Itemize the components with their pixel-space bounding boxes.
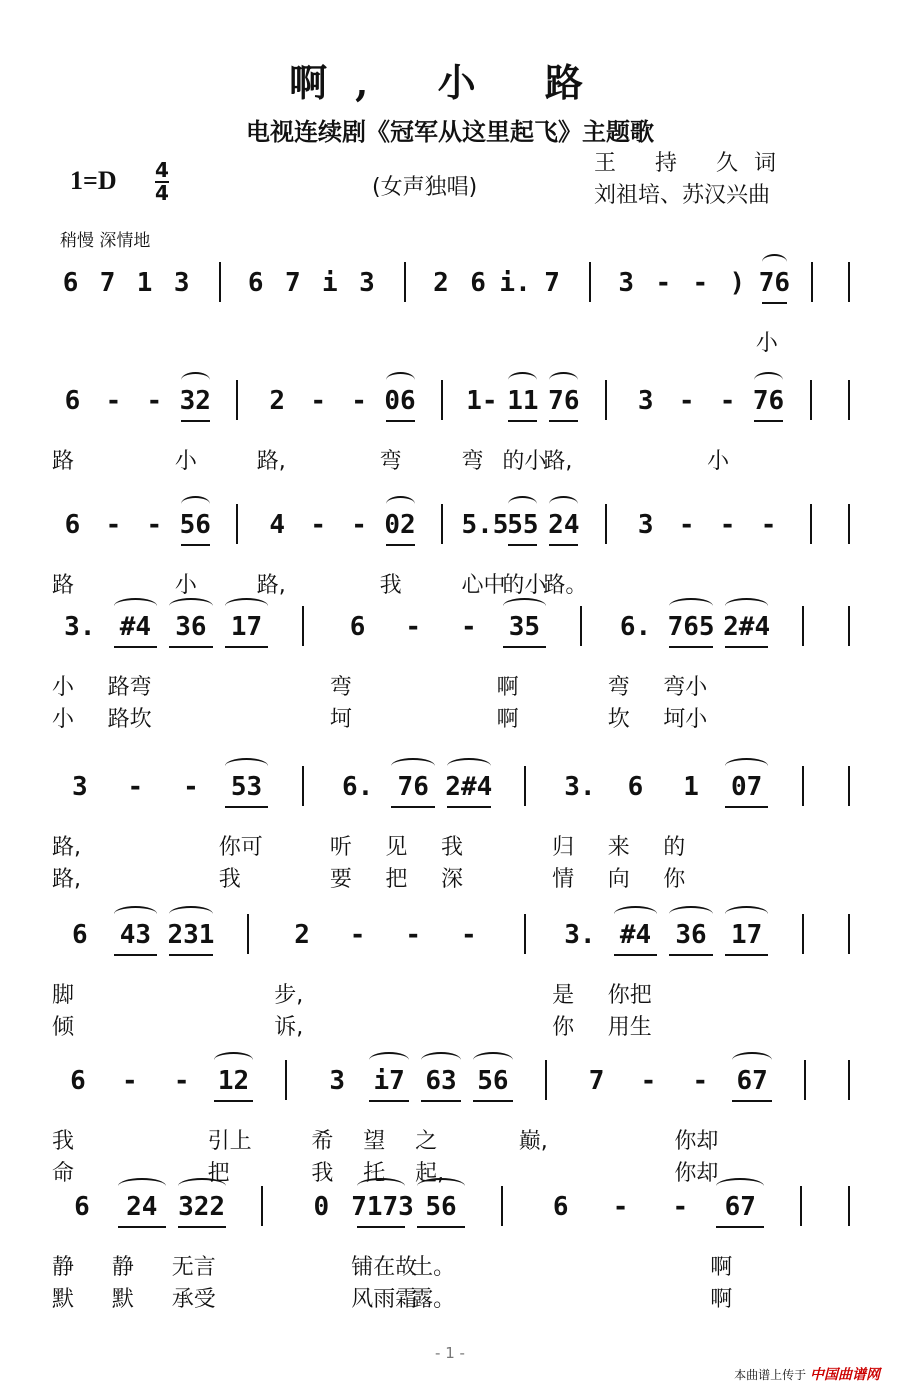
note: i7 — [373, 1066, 405, 1096]
composer: 刘祖培、苏汉兴曲 — [594, 183, 771, 208]
note: - — [719, 386, 736, 416]
note: - — [460, 920, 477, 950]
bar-line — [302, 766, 304, 806]
lyric: 无言 — [171, 1255, 216, 1280]
lyric: 你把 — [607, 983, 652, 1008]
lyric: 弯小 — [663, 675, 708, 700]
note: 3. — [564, 920, 596, 950]
lyric: 路弯 — [107, 675, 152, 700]
slur — [716, 1178, 764, 1194]
lyric: 之 — [415, 1129, 438, 1154]
slur — [181, 496, 210, 512]
bar-line — [302, 606, 304, 646]
note: 7173 — [351, 1192, 414, 1222]
lyric: 是 — [552, 983, 575, 1008]
note: 2 — [269, 386, 286, 416]
beam-underline — [725, 646, 769, 648]
lyric: 巅, — [518, 1129, 548, 1154]
note: - — [405, 612, 422, 642]
note: 56 — [425, 1192, 457, 1222]
lyric: 路, — [256, 449, 286, 474]
note: 2 — [433, 268, 449, 298]
slur — [225, 758, 269, 774]
upload-credit-text: 本曲谱上传于 — [734, 1368, 807, 1382]
note: 1- — [466, 386, 498, 416]
bar-line — [605, 504, 607, 544]
lyric: 希 — [311, 1129, 334, 1154]
beam-underline — [754, 420, 783, 422]
beam-underline — [114, 954, 158, 956]
lyric: 小 — [707, 449, 730, 474]
beam-underline — [417, 1226, 465, 1228]
note: - — [460, 612, 477, 642]
end-bar-line — [848, 914, 850, 954]
lyric-verse-2: 倾 — [52, 1015, 75, 1040]
credits — [594, 148, 792, 212]
note: - — [678, 386, 695, 416]
slur — [225, 598, 269, 614]
beam-underline — [386, 544, 415, 546]
note: 17 — [730, 920, 763, 950]
tempo-marking: 稍慢 深情地 — [60, 231, 151, 251]
note: - — [146, 386, 163, 416]
note: 76 — [548, 386, 580, 416]
lyric-verse-2: 承受 — [171, 1287, 216, 1312]
note: 24 — [126, 1192, 158, 1222]
note: 53 — [230, 772, 263, 802]
note: 36 — [675, 920, 707, 950]
lyric-verse-2: 你 — [663, 867, 686, 892]
beam-underline — [369, 1100, 409, 1102]
note: - — [351, 386, 367, 416]
note: 231 — [167, 920, 215, 950]
slur — [178, 1178, 226, 1194]
lyric-verse-2: 默 — [52, 1287, 75, 1312]
lyric-verse-2: 要 — [329, 867, 352, 892]
note: 2#4 — [723, 612, 771, 642]
slur — [725, 598, 769, 614]
bar-line — [605, 380, 607, 420]
lyric-verse-2: 情 — [552, 867, 575, 892]
bar-line — [285, 1060, 287, 1100]
beam-underline — [214, 1100, 254, 1102]
lyric-verse-2: 路坎 — [107, 707, 152, 732]
bar-line — [804, 1060, 806, 1100]
lyric: 的小 — [502, 573, 547, 598]
bar-line — [545, 1060, 547, 1100]
lyric: 引上 — [207, 1129, 252, 1154]
note: i. — [499, 268, 531, 298]
note: 24 — [548, 510, 580, 540]
beam-underline — [549, 420, 578, 422]
note: 32 — [179, 386, 211, 416]
beam-underline — [732, 1100, 772, 1102]
note: 6 — [349, 612, 366, 642]
note: 76 — [752, 386, 785, 416]
note: 6 — [552, 1192, 569, 1222]
lyric: 见 — [385, 835, 408, 860]
lyric: 听 — [329, 835, 352, 860]
slur — [447, 758, 491, 774]
note: 7 — [588, 1066, 605, 1096]
lyric: 小 — [52, 675, 75, 700]
note: #4 — [619, 920, 652, 950]
time-signature-top: 4 — [155, 158, 169, 182]
note: 55 — [507, 510, 539, 540]
note: - — [351, 510, 367, 540]
lyric-verse-2: 路, — [52, 867, 81, 892]
note: - — [310, 386, 326, 416]
note: 6 — [470, 268, 486, 298]
lyric-verse-2: 向 — [607, 867, 630, 892]
bar-line — [580, 606, 582, 646]
voice-type: (女声独唱) — [372, 175, 478, 200]
beam-underline — [762, 302, 787, 304]
end-bar-line — [848, 766, 850, 806]
slur — [369, 1052, 409, 1068]
note: 3 — [329, 1066, 346, 1096]
slur — [508, 496, 537, 512]
end-bar-line — [848, 606, 850, 646]
bar-line — [802, 606, 804, 646]
lyric: 的小 — [502, 449, 547, 474]
note: 7 — [544, 268, 560, 298]
note: 76 — [397, 772, 429, 802]
time-signature — [155, 160, 169, 203]
bar-line — [802, 914, 804, 954]
song-title: 啊, 小 路 — [289, 60, 611, 105]
lyric: 你却 — [674, 1129, 719, 1154]
bar-line — [247, 914, 249, 954]
lyric: 小 — [174, 449, 197, 474]
note: 3. — [564, 772, 596, 802]
slur — [503, 598, 547, 614]
note: 35 — [508, 612, 540, 642]
note: 7 — [99, 268, 116, 298]
slur — [421, 1052, 461, 1068]
lyric: 路, — [256, 573, 286, 598]
note: - — [640, 1066, 657, 1096]
lyric: 路 — [52, 449, 75, 474]
beam-underline — [118, 1226, 166, 1228]
lyric-verse-2: 坷 — [329, 707, 352, 732]
beam-underline — [391, 806, 435, 808]
note: 6 — [64, 510, 81, 540]
slur — [725, 758, 769, 774]
note: 3 — [173, 268, 190, 298]
note: 765 — [667, 612, 715, 642]
beam-underline — [181, 544, 210, 546]
note: - — [105, 510, 122, 540]
lyric: 小 — [174, 573, 197, 598]
lyric: 路, — [52, 835, 81, 860]
bar-line — [441, 504, 443, 544]
beam-underline — [549, 544, 578, 546]
lyric: 静 — [111, 1255, 134, 1280]
lyric-verse-2: 我 — [311, 1161, 334, 1186]
beam-underline — [357, 1226, 405, 1228]
lyric-verse-2: 用生 — [607, 1015, 652, 1040]
bar-line — [589, 262, 591, 302]
note: 7 — [284, 268, 301, 298]
slur — [473, 1052, 513, 1068]
note: 6. — [619, 612, 652, 642]
lyric: 我 — [379, 573, 402, 598]
lyric-verse-2: 露。 — [411, 1287, 456, 1312]
note: - — [655, 268, 672, 298]
slur — [614, 906, 658, 922]
beam-underline — [725, 954, 769, 956]
lyric-verse-2: 深 — [441, 867, 464, 892]
bar-line — [802, 766, 804, 806]
note: - — [183, 772, 199, 802]
note: - — [349, 920, 366, 950]
note: 6 — [627, 772, 644, 802]
lyric: 啊 — [710, 1255, 733, 1280]
slur — [549, 496, 578, 512]
slur — [391, 758, 435, 774]
slur — [118, 1178, 166, 1194]
slur — [181, 372, 210, 388]
note: ) — [729, 268, 746, 298]
lyric-verse-2: 诉, — [274, 1015, 304, 1040]
note: 6. — [341, 772, 374, 802]
beam-underline — [508, 420, 537, 422]
slur — [669, 598, 713, 614]
slur — [732, 1052, 772, 1068]
note: 0 — [313, 1192, 330, 1222]
bar-line — [441, 380, 443, 420]
slur — [114, 598, 158, 614]
beam-underline — [225, 806, 269, 808]
note: - — [692, 268, 709, 298]
beam-underline — [614, 954, 658, 956]
beam-underline — [169, 954, 213, 956]
lyric: 脚 — [52, 983, 75, 1008]
beam-underline — [386, 420, 415, 422]
note: - — [127, 772, 144, 802]
lyric: 小 — [755, 331, 778, 356]
note: 3 — [637, 510, 654, 540]
lyricist: 王 持 久词 — [594, 151, 792, 176]
time-signature-bottom: 4 — [155, 181, 169, 205]
song-subtitle: 电视连续剧《冠军从这里起飞》主题歌 — [246, 118, 654, 146]
note: 6 — [74, 1192, 90, 1222]
note: 06 — [384, 386, 416, 416]
slur — [508, 372, 537, 388]
bar-line — [800, 1186, 802, 1226]
lyric-verse-2: 坷小 — [663, 707, 708, 732]
lyric-verse-2: 小 — [52, 707, 75, 732]
note: - — [146, 510, 163, 540]
bar-line — [236, 504, 238, 544]
lyric: 心中 — [461, 573, 506, 598]
lyric: 归 — [552, 835, 575, 860]
slur — [549, 372, 578, 388]
slur — [386, 496, 415, 512]
lyric-verse-2: 命 — [52, 1161, 75, 1186]
note: 322 — [178, 1192, 226, 1222]
upload-credit — [734, 1364, 880, 1384]
end-bar-line — [848, 1186, 850, 1226]
note: 63 — [425, 1066, 457, 1096]
note: - — [105, 386, 122, 416]
lyric-verse-2: 你却 — [674, 1161, 719, 1186]
note: 76 — [758, 268, 791, 298]
lyric-verse-2: 起, — [415, 1161, 445, 1186]
beam-underline — [114, 646, 158, 648]
note: i — [322, 268, 338, 298]
note: - — [310, 510, 326, 540]
bar-line — [524, 914, 526, 954]
lyric-verse-2: 风雨霜 — [351, 1287, 418, 1312]
end-bar-line — [848, 504, 850, 544]
beam-underline — [169, 646, 213, 648]
note: - — [692, 1066, 709, 1096]
lyric: 啊 — [496, 675, 519, 700]
beam-underline — [669, 646, 713, 648]
note: 1 — [136, 268, 153, 298]
lyric-verse-2: 托 — [363, 1161, 386, 1186]
lyric-verse-2: 把 — [385, 867, 408, 892]
lyric: 路。 — [543, 573, 588, 598]
bar-line — [811, 262, 813, 302]
note: 2 — [294, 920, 310, 950]
lyric: 弯 — [329, 675, 352, 700]
lyric: 弯 — [607, 675, 630, 700]
note: 56 — [179, 510, 211, 540]
note: 4 — [269, 510, 286, 540]
note: 1 — [683, 772, 699, 802]
note: 5.5 — [461, 510, 509, 540]
page-number: - 1 - — [435, 1344, 465, 1362]
lyric-verse-2: 啊 — [496, 707, 519, 732]
beam-underline — [669, 954, 713, 956]
note: 11 — [507, 386, 539, 416]
note: - — [121, 1066, 138, 1096]
note: #4 — [119, 612, 151, 642]
note: 3 — [359, 268, 375, 298]
note: 36 — [175, 612, 207, 642]
slur — [357, 1178, 405, 1194]
note: 2#4 — [445, 772, 493, 802]
note: - — [760, 510, 777, 540]
bar-line — [810, 380, 812, 420]
slur — [214, 1052, 254, 1068]
slur — [754, 372, 783, 388]
lyric: 弯 — [461, 449, 484, 474]
bar-line — [810, 504, 812, 544]
slur — [762, 254, 787, 270]
lyric: 弯 — [379, 449, 402, 474]
slur — [169, 598, 213, 614]
beam-underline — [716, 1226, 764, 1228]
bar-line — [219, 262, 221, 302]
slur — [669, 906, 713, 922]
beam-underline — [447, 806, 491, 808]
lyric-verse-2: 默 — [111, 1287, 134, 1312]
note: 17 — [230, 612, 263, 642]
lyric: 望 — [363, 1129, 386, 1154]
end-bar-line — [848, 380, 850, 420]
lyric: 来 — [607, 835, 630, 860]
lyric: 你可 — [218, 835, 263, 860]
lyric: 土。 — [411, 1255, 456, 1280]
note: - — [612, 1192, 629, 1222]
note: - — [405, 920, 422, 950]
beam-underline — [725, 806, 769, 808]
note: 6 — [64, 386, 81, 416]
note: 6 — [71, 920, 88, 950]
end-bar-line — [848, 1060, 850, 1100]
lyric: 路, — [543, 449, 573, 474]
note: 3 — [618, 268, 635, 298]
note: 02 — [384, 510, 416, 540]
lyric-verse-2: 坎 — [607, 707, 630, 732]
note: 3 — [71, 772, 88, 802]
key-signature: 1=D — [70, 166, 117, 195]
note: 6 — [70, 1066, 86, 1096]
lyric-verse-2: 啊 — [710, 1287, 733, 1312]
note: - — [672, 1192, 689, 1222]
beam-underline — [178, 1226, 226, 1228]
lyric: 路 — [52, 573, 75, 598]
note: 6 — [247, 268, 264, 298]
slur — [386, 372, 415, 388]
note: 67 — [736, 1066, 768, 1096]
note: 67 — [724, 1192, 756, 1222]
bar-line — [236, 380, 238, 420]
beam-underline — [225, 646, 269, 648]
beam-underline — [473, 1100, 513, 1102]
note: - — [678, 510, 695, 540]
lyric-verse-2: 你 — [552, 1015, 575, 1040]
slur — [169, 906, 213, 922]
beam-underline — [421, 1100, 461, 1102]
note: 07 — [730, 772, 763, 802]
lyric: 我 — [52, 1129, 75, 1154]
lyric-verse-2: 我 — [218, 867, 241, 892]
beam-underline — [503, 646, 547, 648]
lyric: 的 — [663, 835, 686, 860]
slur — [725, 906, 769, 922]
bar-line — [501, 1186, 503, 1226]
bar-line — [524, 766, 526, 806]
note: 6 — [62, 268, 79, 298]
note: 3 — [637, 386, 654, 416]
beam-underline — [181, 420, 210, 422]
slur — [417, 1178, 465, 1194]
slur — [114, 906, 158, 922]
note: - — [719, 510, 736, 540]
lyric: 步, — [274, 983, 304, 1008]
lyric: 我 — [441, 835, 464, 860]
site-logo: 中国曲谱网 — [810, 1367, 880, 1383]
beam-underline — [508, 544, 537, 546]
note: 12 — [217, 1066, 250, 1096]
note: - — [173, 1066, 190, 1096]
bar-line — [404, 262, 406, 302]
note: 43 — [119, 920, 151, 950]
note: 56 — [477, 1066, 509, 1096]
note: 3. — [64, 612, 96, 642]
lyric-verse-2: 把 — [207, 1161, 230, 1186]
lyric: 铺在故 — [351, 1255, 418, 1280]
end-bar-line — [848, 262, 850, 302]
lyric: 静 — [52, 1255, 75, 1280]
bar-line — [261, 1186, 263, 1226]
